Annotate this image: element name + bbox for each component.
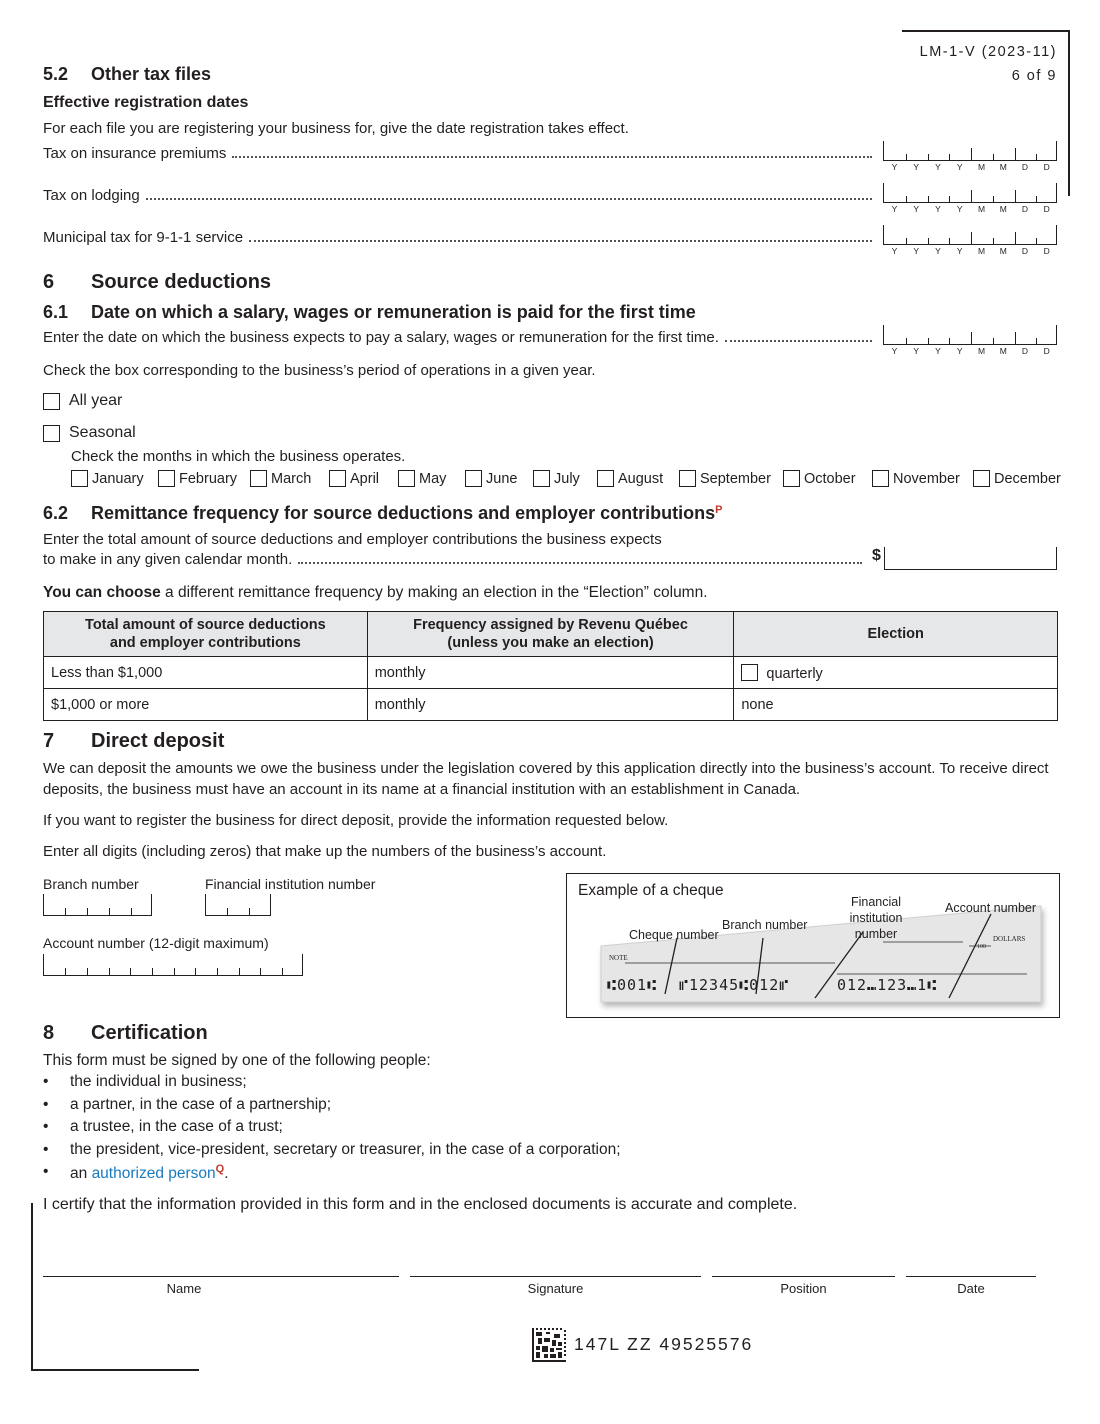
section-number: 6.1 (43, 302, 69, 322)
cheque-note: NOTE (609, 954, 628, 962)
date-digit-box (883, 141, 1057, 161)
lodging-date-field[interactable] (883, 183, 1057, 214)
digit-tick (1015, 332, 1016, 344)
direct-deposit-para1b: deposits, the business must have an account in its name at a financial institution with an establishment in Canada. (43, 781, 801, 798)
month-checkbox[interactable] (465, 470, 482, 487)
digit-tick (195, 968, 196, 975)
date-format-letter: M (999, 246, 1007, 256)
date-format-letter: M (999, 162, 1007, 172)
frequency-cell: monthly (367, 689, 734, 721)
months-list (71, 470, 1061, 494)
section-7-heading (43, 730, 224, 753)
election-cell: none (734, 689, 1058, 721)
row-label: Enter the date on which the business expects to pay a salary, wages or remuneration for the first time. (43, 329, 719, 346)
date-format-letter: Y (935, 204, 941, 214)
form-code-block (920, 40, 1057, 88)
fi-number-field[interactable] (205, 894, 271, 916)
date-label: Date (957, 1281, 985, 1296)
bullet-dot: • (43, 1141, 49, 1158)
month-checkbox[interactable] (597, 470, 614, 487)
section-title: Certification (91, 1022, 208, 1044)
frequency-cell: monthly (367, 657, 734, 689)
section-8-heading (43, 1022, 208, 1045)
list-item (43, 1096, 331, 1114)
date-format-letter: Y (913, 246, 920, 256)
election-cell[interactable] (734, 657, 1058, 689)
digit-tick (65, 908, 66, 915)
date-digit-box (883, 325, 1057, 345)
date-format-labels (883, 162, 1057, 172)
cheque-fi-number-label (823, 894, 929, 942)
month-february[interactable] (158, 470, 237, 487)
fi-number-label: Financial institution number (205, 876, 376, 892)
date-line[interactable] (906, 1276, 1036, 1277)
digit-tick (249, 908, 250, 915)
digit-tick (282, 968, 283, 975)
all-year-checkbox[interactable] (43, 393, 60, 410)
list-item (43, 1163, 229, 1183)
date-format-letter: Y (891, 346, 898, 356)
amount-cell: $1,000 or more (44, 689, 368, 721)
document-code: 147L ZZ 49525576 (574, 1334, 754, 1354)
month-checkbox[interactable] (71, 470, 88, 487)
cheque-cents: 100 (977, 944, 986, 950)
digit-tick (906, 196, 907, 202)
row-label: Tax on insurance premiums (43, 145, 227, 162)
bullet-text: the individual in business; (70, 1073, 247, 1090)
micr-account: 012⑉123⑉1⑆ (837, 976, 938, 994)
name-label: Name (166, 1281, 202, 1296)
date-format-labels (883, 204, 1057, 214)
date-format-letter: Y (935, 346, 941, 356)
digit-tick (928, 154, 929, 160)
digit-tick (949, 154, 950, 160)
date-format-letter: Y (935, 246, 941, 256)
bullet-text: . (224, 1165, 229, 1182)
header-line: (unless you make an election) (447, 635, 654, 651)
bullet-text: a partner, in the case of a partnership; (70, 1096, 332, 1113)
digit-tick (1036, 196, 1037, 202)
month-checkbox[interactable] (158, 470, 175, 487)
seasonal-option[interactable] (43, 424, 136, 442)
date-format-letter: Y (913, 204, 920, 214)
monthly-amount-field[interactable] (884, 547, 1057, 570)
month-july[interactable] (533, 470, 580, 487)
digit-tick (109, 968, 110, 975)
header-frequency (367, 612, 734, 657)
months-prompt: Check the months in which the business operates. (71, 448, 406, 465)
digit-tick (109, 908, 110, 915)
date-format-letter: Y (935, 162, 941, 172)
digit-tick (87, 968, 88, 975)
digit-tick (928, 338, 929, 344)
month-september[interactable] (679, 470, 771, 487)
section-title: Remittance frequency for source deductions and employer contributions (91, 503, 716, 523)
month-checkbox[interactable] (329, 470, 346, 487)
header-total-amount (44, 612, 368, 657)
month-label: September (700, 470, 771, 487)
table-row (44, 689, 1058, 721)
reference-note-p[interactable]: P (715, 504, 723, 516)
municipal-911-date-field[interactable] (883, 225, 1057, 256)
digit-tick (949, 196, 950, 202)
digit-tick (928, 238, 929, 244)
date-format-letter: D (1021, 162, 1029, 172)
amount-cell: Less than $1,000 (44, 657, 368, 689)
month-label: November (893, 470, 960, 487)
date-format-letter: Y (913, 346, 920, 356)
label-line: number (854, 927, 898, 941)
digit-tick (949, 338, 950, 344)
section-title: Direct deposit (91, 730, 225, 752)
month-label: February (179, 470, 238, 487)
amount-prompt-line1: Enter the total amount of source deductions and employer contributions the business expects (43, 531, 662, 548)
cheque-dollars: DOLLARS (993, 935, 1026, 943)
digit-tick (130, 968, 131, 975)
row-label: Municipal tax for 9-1-1 service (43, 229, 244, 246)
date-format-letter: M (977, 162, 986, 172)
micr-transit: ⑈12345⑆012⑈ (679, 976, 790, 994)
month-december[interactable] (973, 470, 1061, 487)
month-label: May (419, 470, 447, 487)
section-6-1-heading (43, 302, 696, 323)
effective-dates-subtitle: Effective registration dates (43, 94, 249, 111)
digit-tick (1015, 190, 1016, 202)
section-5-2-heading (43, 64, 211, 85)
bullet-text: the president, vice-president, secretary or treasurer, in the case of a corporation; (70, 1141, 621, 1158)
bullet-dot: • (43, 1073, 49, 1090)
branch-number-label: Branch number (43, 876, 139, 892)
dot-leader (298, 562, 862, 564)
section-number: 5.2 (43, 64, 69, 84)
month-checkbox[interactable] (250, 470, 267, 487)
section-number: 6 (43, 271, 55, 293)
digit-tick (993, 238, 994, 244)
certification-intro: This form must be signed by one of the following people: (43, 1052, 431, 1069)
section-number: 8 (43, 1022, 55, 1044)
dot-leader (232, 156, 872, 158)
date-format-letter: M (977, 346, 986, 356)
first-payment-row (43, 329, 876, 346)
header-line: Total amount of source deductions (85, 617, 326, 633)
digit-tick (174, 968, 175, 975)
table-row (44, 657, 1058, 689)
all-year-option[interactable] (43, 392, 122, 410)
first-payment-date-field[interactable] (883, 325, 1057, 356)
cheque-account-number-label: Account number (945, 901, 1037, 915)
month-november[interactable] (872, 470, 960, 487)
month-checkbox[interactable] (973, 470, 990, 487)
date-format-letter: M (977, 246, 986, 256)
digit-tick (971, 148, 972, 160)
date-format-letter: Y (891, 162, 898, 172)
header-election (734, 612, 1058, 657)
date-format-letter: D (1043, 162, 1050, 172)
remittance-frequency-table (43, 611, 1058, 721)
election-label: quarterly (766, 665, 823, 682)
digit-tick (971, 190, 972, 202)
digit-tick (87, 908, 88, 915)
choose-bold: You can choose (43, 584, 161, 601)
row-label: Tax on lodging (43, 187, 140, 204)
header-line: and employer contributions (109, 635, 301, 651)
month-label: October (804, 470, 856, 487)
digit-tick (1036, 238, 1037, 244)
date-format-letter: Y (956, 246, 963, 256)
month-october[interactable] (783, 470, 856, 487)
month-label: June (486, 470, 518, 487)
cheque-example-title: Example of a cheque (578, 882, 724, 899)
digit-tick (971, 332, 972, 344)
page-number: 6 of 9 (1011, 68, 1057, 84)
month-label: January (92, 470, 144, 487)
month-august[interactable] (597, 470, 663, 487)
digit-tick (906, 338, 907, 344)
header-line: Frequency assigned by Revenu Québec (413, 617, 688, 633)
signature-label: Signature (527, 1281, 584, 1296)
section-6-heading (43, 271, 271, 294)
digit-tick (1015, 148, 1016, 160)
cheque-example (566, 873, 1060, 1018)
direct-deposit-para3: Enter all digits (including zeros) that make up the numbers of the business’s account. (43, 843, 607, 860)
municipal-911-row (43, 229, 876, 246)
bullet-text: a trustee, in the case of a trust; (70, 1118, 283, 1135)
date-format-letter: Y (956, 162, 963, 172)
date-format-letter: Y (956, 346, 963, 356)
authorized-person-link[interactable]: authorized person (91, 1165, 216, 1182)
currency-symbol: $ (872, 547, 881, 564)
date-digit-box (883, 183, 1057, 203)
digit-tick (217, 968, 218, 975)
date-format-letter: D (1043, 246, 1050, 256)
date-digit-box (883, 225, 1057, 245)
digit-tick (65, 968, 66, 975)
dot-leader (146, 198, 872, 200)
digit-tick (993, 196, 994, 202)
digit-tick (1015, 232, 1016, 244)
month-checkbox[interactable] (398, 470, 415, 487)
date-format-letter: Y (891, 246, 898, 256)
date-format-letter: M (999, 204, 1007, 214)
section-6-2-heading (43, 503, 722, 524)
seasonal-checkbox[interactable] (43, 425, 60, 442)
month-label: December (994, 470, 1061, 487)
section-number: 6.2 (43, 503, 69, 523)
direct-deposit-para2: If you want to register the business for direct deposit, provide the information requested below. (43, 812, 669, 829)
header-line: Election (867, 626, 924, 642)
list-item (43, 1141, 621, 1159)
section-title: Other tax files (91, 64, 212, 84)
account-number-field[interactable] (43, 954, 303, 976)
list-item (43, 1073, 247, 1091)
reference-note-q[interactable]: Q (215, 1163, 225, 1175)
branch-number-field[interactable] (43, 894, 152, 916)
month-label: April (350, 470, 380, 487)
insurance-premiums-row (43, 145, 876, 162)
choose-rest: a different remittance frequency by making an election in the “Election” column. (160, 584, 708, 601)
certify-statement: I certify that the information provided in this form and in the enclosed documents is accurate and complete. (43, 1196, 798, 1213)
date-format-letter: M (977, 204, 986, 214)
form-code: LM-1-V (2023-11) (919, 44, 1057, 60)
month-label: August (618, 470, 664, 487)
date-format-labels (883, 346, 1057, 356)
insurance-premiums-date-field[interactable] (883, 141, 1057, 172)
date-format-letter: D (1043, 204, 1050, 214)
label-line: Financial institution (849, 895, 903, 925)
direct-deposit-para1a: We can deposit the amounts we owe the business under the legislation covered by this application directly into the business’s account. To receive direct (43, 760, 1049, 777)
dot-leader (725, 340, 872, 342)
digit-tick (239, 968, 240, 975)
position-line[interactable] (712, 1276, 895, 1277)
digit-tick (227, 908, 228, 915)
month-checkbox[interactable] (872, 470, 889, 487)
date-format-letter: D (1021, 246, 1029, 256)
table-header-row (44, 612, 1058, 657)
lodging-row (43, 187, 876, 204)
month-label: March (271, 470, 312, 487)
month-january[interactable] (71, 470, 144, 487)
choose-note (43, 583, 708, 603)
date-format-labels (883, 246, 1057, 256)
account-number-label: Account number (12-digit maximum) (43, 935, 269, 951)
all-year-label: All year (69, 392, 123, 409)
list-item (43, 1118, 283, 1136)
position-label: Position (780, 1281, 827, 1296)
month-april[interactable] (329, 470, 379, 487)
digit-tick (131, 908, 132, 915)
bullet-dot: • (43, 1096, 49, 1113)
date-format-letter: Y (913, 162, 920, 172)
period-prompt: Check the box corresponding to the business’s period of operations in a given year. (43, 362, 596, 379)
dot-leader (249, 240, 872, 242)
digit-tick (928, 196, 929, 202)
signature-line[interactable] (410, 1276, 701, 1277)
month-march[interactable] (250, 470, 311, 487)
month-june[interactable] (465, 470, 517, 487)
digit-tick (971, 232, 972, 244)
section-number: 7 (43, 730, 55, 752)
digit-tick (1036, 154, 1037, 160)
date-format-letter: D (1021, 204, 1029, 214)
month-checkbox[interactable] (533, 470, 550, 487)
bullet-dot: • (43, 1118, 49, 1135)
date-format-letter: M (999, 346, 1007, 356)
amount-prompt-row (43, 551, 866, 568)
section-title: Date on which a salary, wages or remuneration is paid for the first time (91, 302, 696, 322)
seasonal-label: Seasonal (69, 424, 136, 441)
cheque-illustration (567, 874, 1061, 1019)
datamatrix-barcode-icon (532, 1328, 566, 1362)
date-format-letter: Y (956, 204, 963, 214)
micr-cheque-number: ⑆001⑆ (607, 976, 658, 994)
digit-tick (906, 238, 907, 244)
date-format-letter: Y (891, 204, 898, 214)
month-checkbox[interactable] (679, 470, 696, 487)
digit-tick (993, 338, 994, 344)
digit-tick (906, 154, 907, 160)
digit-tick (1036, 338, 1037, 344)
month-label: July (554, 470, 580, 487)
date-format-letter: D (1021, 346, 1029, 356)
section-title: Source deductions (91, 271, 272, 293)
date-format-letter: D (1043, 346, 1050, 356)
name-line[interactable] (43, 1276, 399, 1277)
month-may[interactable] (398, 470, 446, 487)
cheque-branch-number-label: Branch number (722, 918, 808, 932)
cheque-number-label: Cheque number (629, 928, 719, 942)
digit-tick (260, 968, 261, 975)
bullet-dot: • (43, 1163, 49, 1180)
bullet-text: an (70, 1165, 92, 1182)
digit-tick (949, 238, 950, 244)
digit-tick (993, 154, 994, 160)
row-label: to make in any given calendar month. (43, 551, 293, 568)
effective-dates-intro: For each file you are registering your business for, give the date registration takes effect. (43, 120, 629, 137)
quarterly-checkbox[interactable] (741, 664, 758, 681)
digit-tick (152, 968, 153, 975)
month-checkbox[interactable] (783, 470, 800, 487)
